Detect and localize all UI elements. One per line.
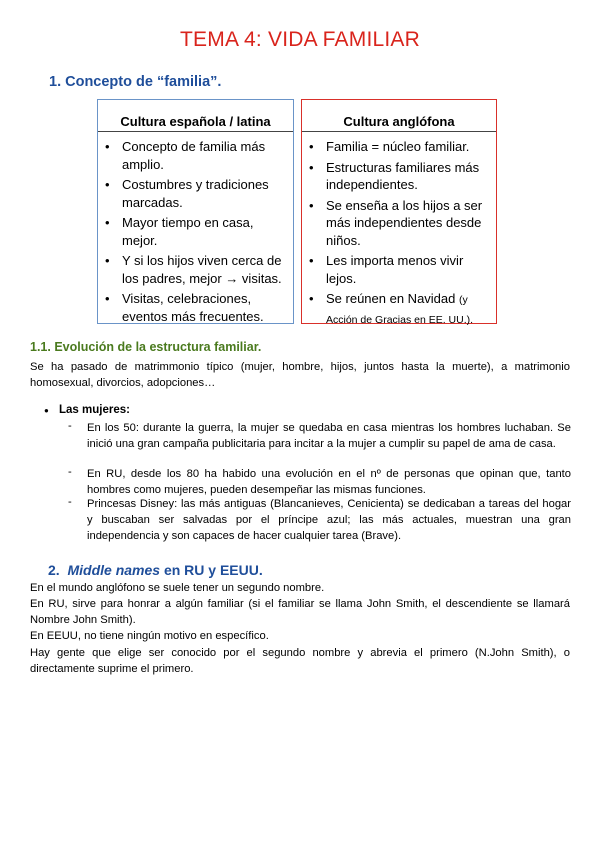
section-1-heading: 1. Concepto de “familia”.	[49, 74, 222, 90]
list-item: • Les importa menos vivir lejos.	[326, 252, 492, 287]
middle-names-paragraph-1: En el mundo anglófono se suele tener un segundo nombre.	[30, 582, 325, 594]
anglophone-culture-box	[301, 99, 497, 324]
list-item: • Costumbres y tradiciones marcadas.	[122, 176, 289, 211]
list-item-text: Se reúnen en Navidad	[326, 291, 456, 306]
women-heading-text: Las mujeres:	[59, 404, 130, 416]
dash-bullet: -	[68, 466, 72, 478]
middle-names-paragraph-3: En EEUU, no tiene ningún motivo en específico.	[30, 630, 269, 642]
section-2-number: 2.	[48, 562, 60, 578]
bullet-list	[302, 138, 496, 329]
middle-names-paragraph-4: Hay gente que elige ser conocido por el segundo nombre y abrevia el primero (N.John Smith), o directamente suprime el primero.	[30, 647, 570, 675]
list-item: • Y si los hijos viven cerca de los padres, mejor → visitas.	[122, 252, 289, 287]
list-item: • Familia = núcleo familiar.	[326, 138, 492, 156]
section-1-1-heading: 1.1. Evolución de la estructura familiar.	[30, 340, 262, 354]
section-2-heading-italic: Middle names	[67, 562, 161, 578]
section-2-heading-rest: en RU y EEUU.	[160, 562, 263, 578]
list-item: • Se enseña a los hijos a ser más independientes desde niños.	[326, 197, 492, 250]
list-item: • Estructuras familiares más independientes.	[326, 159, 492, 194]
list-item: • Mayor tiempo en casa, mejor.	[122, 214, 289, 249]
list-item-note: (y Acción de Gracias en EE. UU.).	[326, 294, 474, 326]
box-header: Cultura española / latina	[98, 100, 293, 132]
list-item	[326, 290, 492, 329]
bullet-list	[98, 138, 293, 325]
women-item-1: En los 50: durante la guerra, la mujer se quedaba en casa mientras los hombres luchaban. Se inició una gran campaña publicitaria para incitar a la mujer a cumplir su papel de ama de casa.	[87, 422, 571, 450]
women-item-2: En RU, desde los 80 ha habido una evolución en el nº de personas que opinan que, tanto hombres como mujeres, pueden desempeñar las mismas funciones.	[87, 468, 571, 496]
dash-bullet: -	[68, 420, 72, 432]
page-title: TEMA 4: VIDA FAMILIAR	[180, 28, 420, 51]
middle-names-paragraph-2: En RU, sirve para honrar a algún familiar (si el familiar se llama John Smith, el descendiente se llamará Nombre John Smith).	[30, 598, 570, 626]
box-header: Cultura anglófona	[302, 100, 496, 132]
evolution-paragraph: Se ha pasado de matrimmonio típico (mujer, hombre, hijos, juntos hasta la muerte), a matrimonio homosexual, divorcios, adopciones…	[30, 361, 570, 389]
women-item-3: Princesas Disney: las más antiguas (Blancanieves, Cenicienta) se dedicaban a tareas del hogar y buscaban ser salvadas por el príncipe azul; las más actuales, muestran una gran independencia y son capaces de hacer cualquier tarea (Brave).	[87, 498, 571, 542]
list-item: • Visitas, celebraciones, eventos más frecuentes.	[122, 290, 289, 325]
women-heading	[46, 404, 130, 416]
dash-bullet: -	[68, 496, 72, 508]
list-item: • Concepto de familia más amplio.	[122, 138, 289, 173]
spanish-latin-culture-box	[97, 99, 294, 324]
section-2-heading	[48, 562, 263, 578]
